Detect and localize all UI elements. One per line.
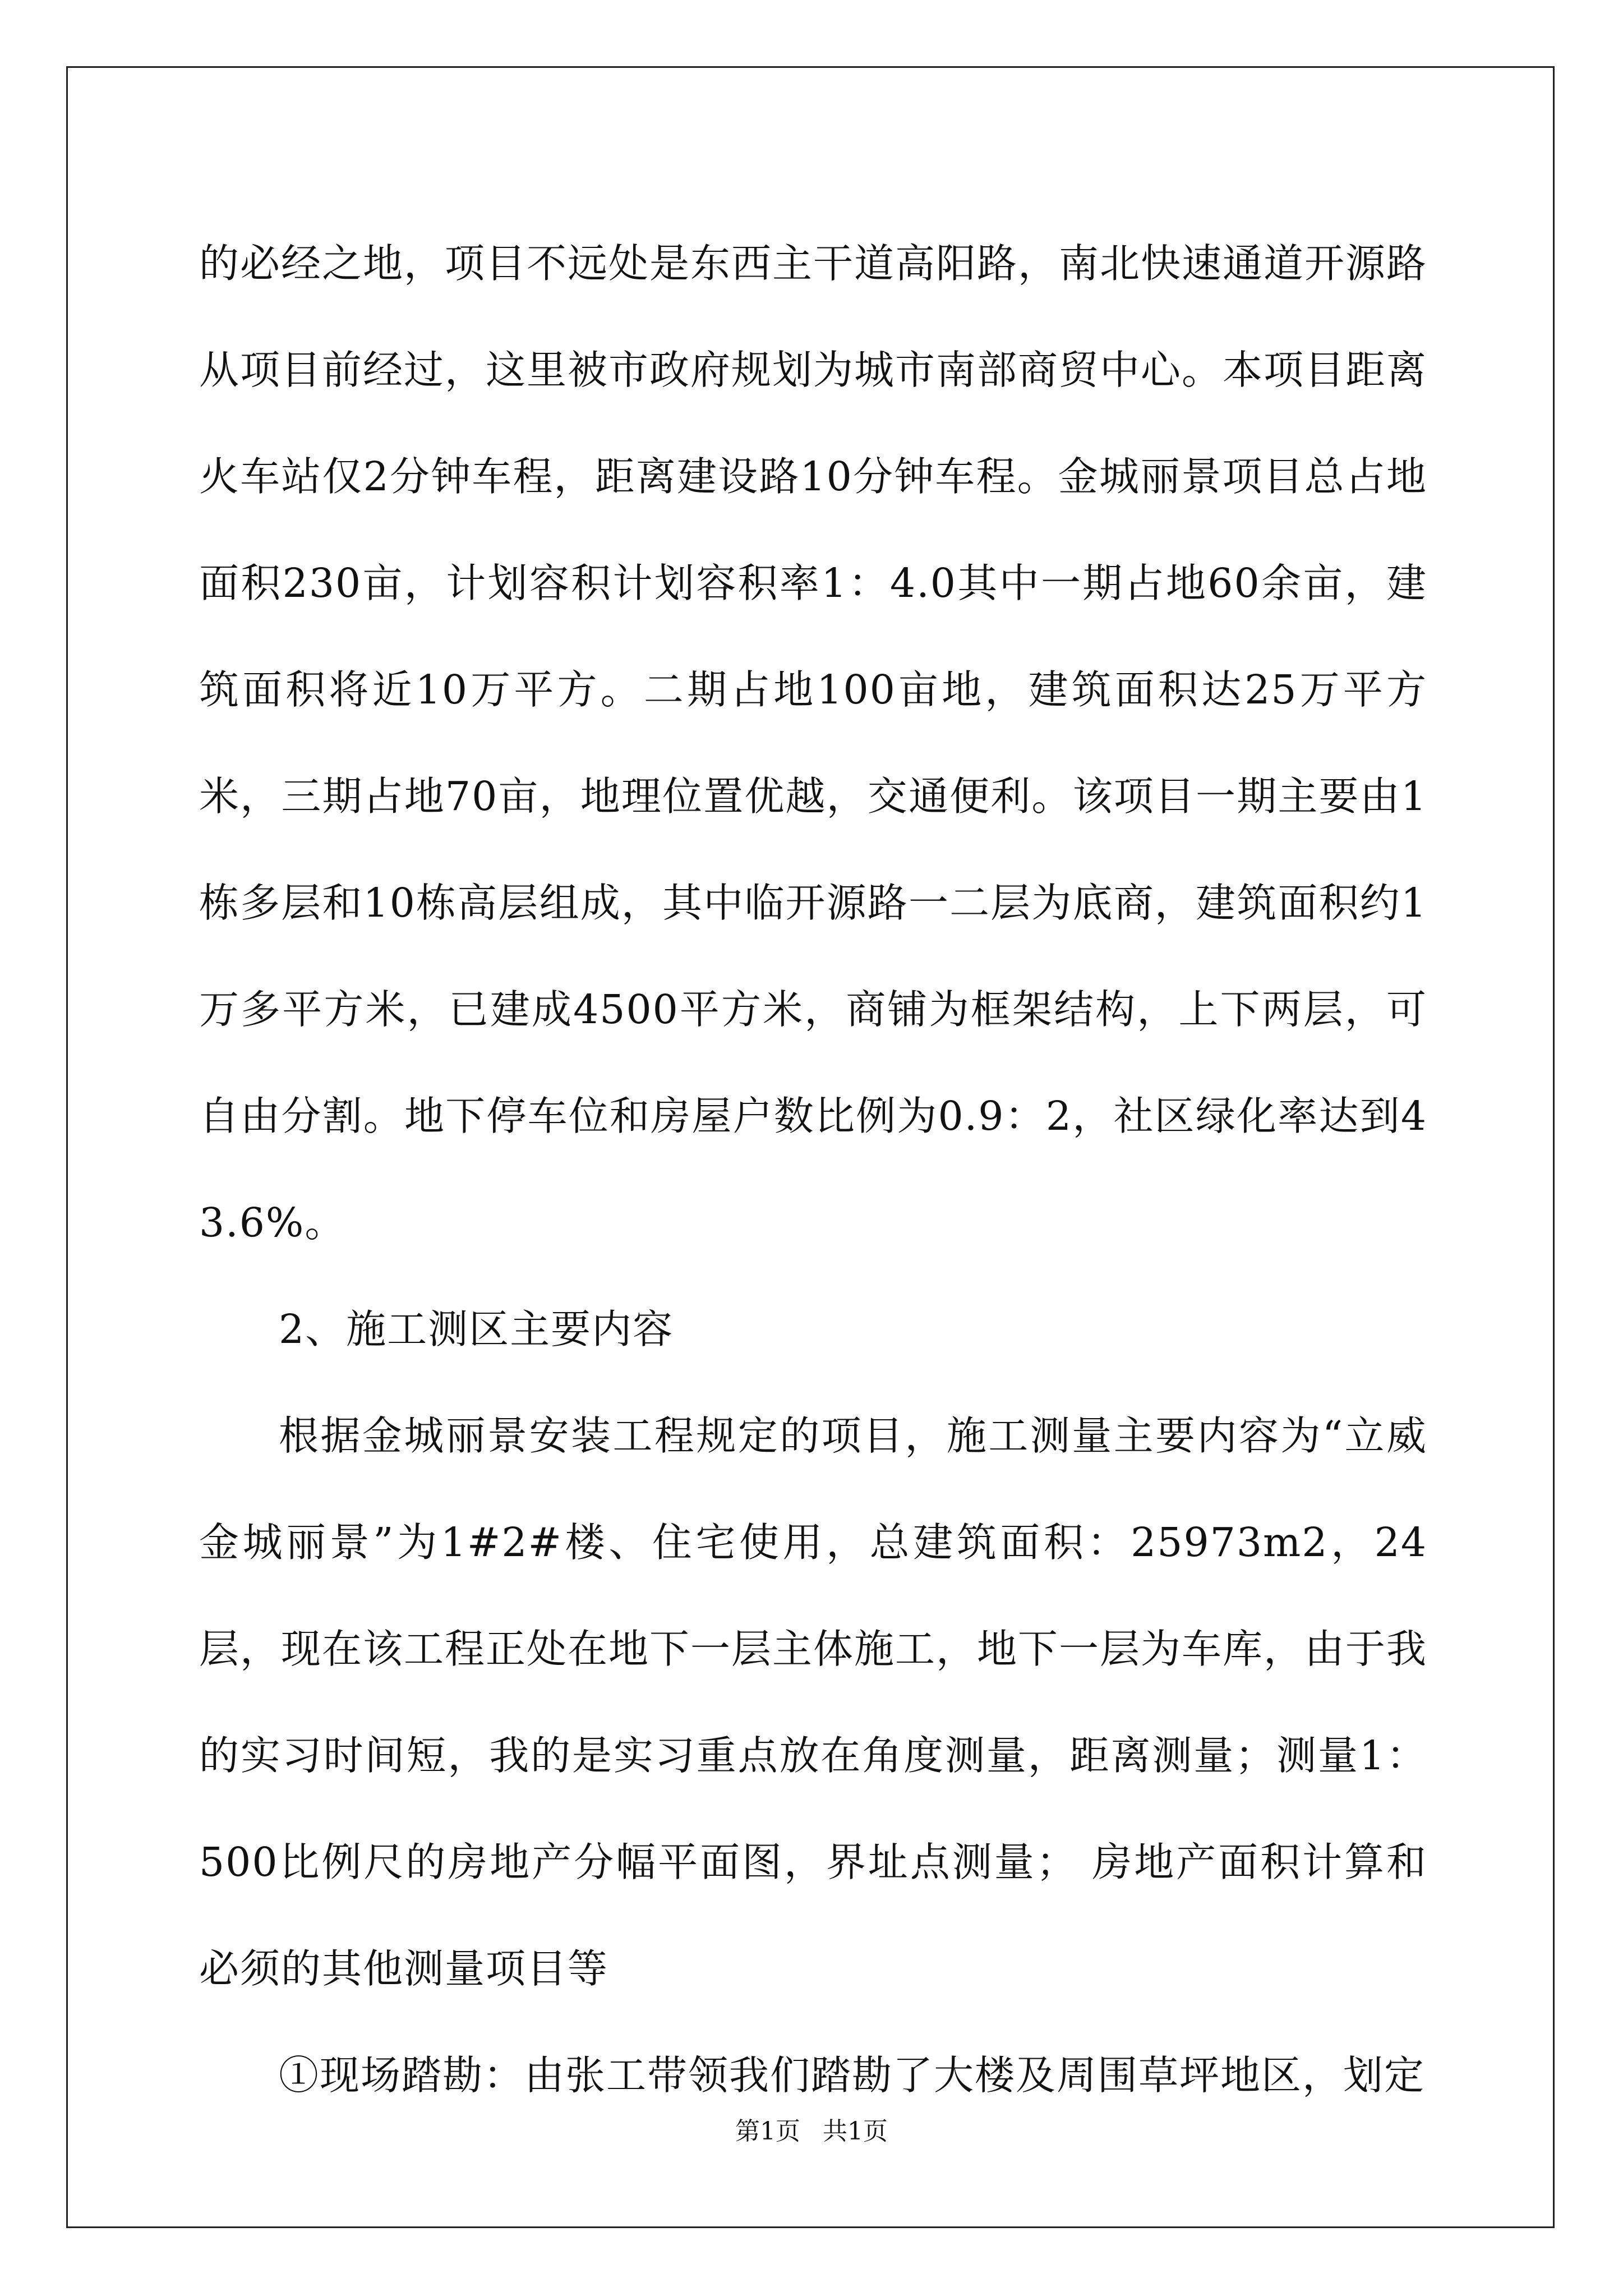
section-heading-survey-content: 2、施工测区主要内容: [279, 1306, 674, 1352]
document-body: [199, 210, 1427, 2129]
page-total: 共1页: [823, 2117, 888, 2146]
paragraph-project-overview: 的必经之地，项目不远处是东西主干道高阳路，南北快速通道开源路从项目前经过，这里被市政府规划为城市南部商贸中心。本项目距离火车站仅2分钟车程，距离建设路10分钟车程。金城丽景项目总占地面积230亩，计划容积计划容积率1：4.0其中一期占地60余亩，建筑面积将近10万平方。二期占地100亩地，建筑面积达25万平方米，三期占地70亩，地理位置优越，交通便利。该项目一期主要由1栋多层和10栋高层组成，其中临开源路一二层为底商，建筑面积约1万多平方米，已建成4500平方米，商铺为框架结构，上下两层，可自由分割。地下停车位和房屋户数比例为0.9：2，社区绿化率达到43.6%。: [199, 240, 1428, 1246]
page-number: 第1页: [735, 2117, 800, 2146]
paragraph-survey-content: 根据金城丽景安装工程规定的项目，施工测量主要内容为“立威金城丽景”为1#2#楼、住宅使用，总建筑面积：25973m2，24层，现在该工程正处在地下一层主体施工，地下一层为车库，由于我的实习时间短，我的是实习重点放在角度测量，距离测量；测量1：500比例尺的房地产分幅平面图，界址点测量； 房地产面积计算和必须的其他测量项目等: [199, 1412, 1428, 1992]
page-footer: [0, 2115, 1623, 2148]
paragraph-site-survey: ①现场踏勘：由张工带领我们踏勘了大楼及周围草坪地区，划定: [279, 2052, 1426, 2099]
